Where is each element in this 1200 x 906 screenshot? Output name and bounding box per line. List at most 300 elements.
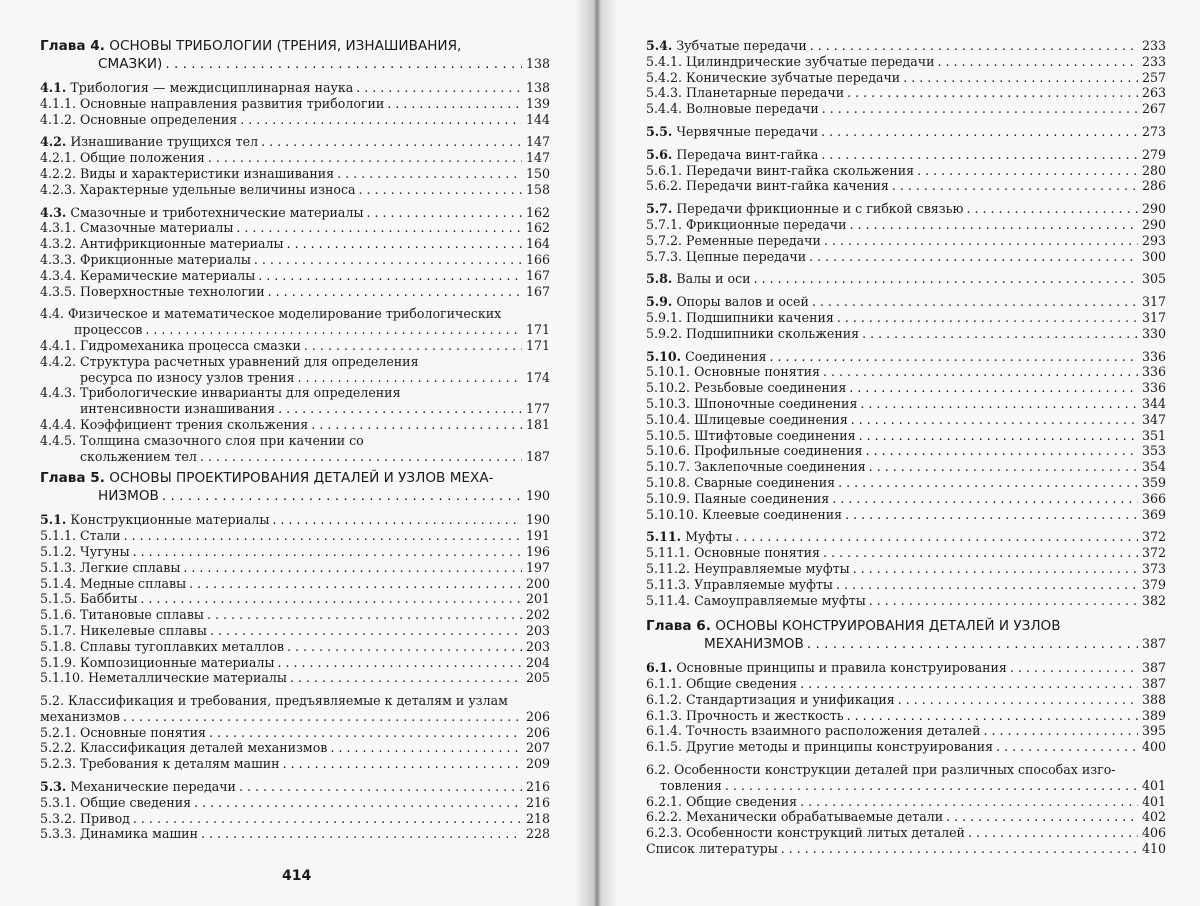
entry-label xyxy=(646,593,866,609)
section-number: 5.9. xyxy=(646,294,673,310)
toc-entry xyxy=(40,779,550,795)
page-ref: 147 xyxy=(525,134,550,150)
entry-text: Зубчатые передачи xyxy=(676,38,807,53)
entry-text: 5.6.2. Передачи винт-гайка качения xyxy=(646,178,889,194)
page-ref: 400 xyxy=(1141,739,1166,755)
page-ref: 387 xyxy=(1141,636,1166,652)
entry-text: 4.2.1. Общие положения xyxy=(40,150,205,166)
leader-dots xyxy=(856,428,1138,444)
entry-label xyxy=(646,396,857,412)
leader-dots xyxy=(287,670,522,686)
page-ref: 209 xyxy=(525,756,550,772)
leader-dots xyxy=(848,412,1138,428)
page-ref: 202 xyxy=(525,607,550,623)
leader-dots xyxy=(384,96,522,112)
entry-label xyxy=(40,591,137,607)
toc-list xyxy=(646,660,1166,755)
entry-text: Трибология — междисциплинарная наука xyxy=(70,80,354,95)
entry-text: Червячные передачи xyxy=(676,123,819,139)
leader-dots xyxy=(778,841,1138,857)
page-ref: 336 xyxy=(1141,348,1166,364)
page-ref: 187 xyxy=(525,448,550,464)
leader-dots xyxy=(846,380,1138,396)
toc-entry xyxy=(40,740,550,756)
entry-text: Изнашивание трущихся тел xyxy=(70,134,259,150)
leader-dots xyxy=(353,80,522,96)
page-ref: 144 xyxy=(525,111,550,127)
entry-label xyxy=(40,623,207,639)
leader-dots xyxy=(809,294,1138,310)
toc-entry xyxy=(646,380,1166,396)
entry-label xyxy=(646,101,819,117)
entry-text: 5.4.3. Планетарные передачи xyxy=(646,85,845,101)
toc-entry xyxy=(646,396,1166,412)
entry-label xyxy=(646,233,821,249)
entry-label xyxy=(646,249,806,265)
entry-line-cont: механизмов xyxy=(40,708,120,724)
entry-label xyxy=(40,811,130,827)
entry-text: 4.3.4. Керамические материалы xyxy=(40,267,256,283)
leader-dots xyxy=(821,233,1138,249)
page-ref: 147 xyxy=(525,150,550,166)
toc-entry xyxy=(40,623,550,639)
entry-text: 5.6.1. Передачи винт-гайка скольжения xyxy=(646,162,915,178)
page-ref: 286 xyxy=(1141,178,1166,194)
entry-label xyxy=(40,80,353,96)
chapter-label: Глава 4. xyxy=(40,38,105,54)
entry-text: Основные принципы и правила конструирования xyxy=(676,660,1007,676)
entry-label xyxy=(40,134,258,150)
right-page xyxy=(598,0,1200,906)
chapter-label: Глава 5. xyxy=(40,470,105,487)
page-ref: 379 xyxy=(1141,576,1166,592)
toc-entry xyxy=(646,561,1166,577)
entry-text: Валы и оси xyxy=(676,271,751,287)
page-ref: 267 xyxy=(1141,101,1166,117)
entry-label xyxy=(646,38,807,54)
chapter-6-heading xyxy=(646,618,1166,653)
page-ref: 401 xyxy=(1141,793,1166,809)
toc-entry xyxy=(646,54,1166,70)
entry-label xyxy=(646,660,1007,676)
page-ref: 330 xyxy=(1141,325,1166,341)
page-ref: 164 xyxy=(525,236,550,252)
toc-entry xyxy=(646,326,1166,342)
entry-text: 5.2.2. Классификация деталей механизмов xyxy=(40,740,328,756)
toc-entry xyxy=(646,545,1166,561)
section-number: 5.3. xyxy=(40,779,67,795)
page-ref: 290 xyxy=(1141,216,1166,232)
toc-entry xyxy=(646,593,1166,609)
leader-dots xyxy=(889,178,1138,194)
page-ref: 218 xyxy=(525,810,550,826)
toc-entry xyxy=(40,96,550,112)
page-ref: 197 xyxy=(525,559,550,575)
leader-dots xyxy=(981,723,1138,739)
entry-text: 5.4.2. Конические зубчатые передачи xyxy=(646,69,901,85)
entry-text: 5.1.2. Чугуны xyxy=(40,543,130,559)
entry-label xyxy=(40,528,121,544)
page-ref: 190 xyxy=(525,512,550,528)
entry-label xyxy=(646,676,797,692)
toc-entry xyxy=(646,38,1166,54)
leader-dots xyxy=(233,220,522,236)
entry-line-cont: скольжением тел xyxy=(80,448,197,464)
entry-text: 5.10.8. Сварные соединения xyxy=(646,474,836,490)
page-ref: 279 xyxy=(1141,146,1166,162)
leader-dots xyxy=(866,459,1138,475)
page-ref: 388 xyxy=(1141,691,1166,707)
page-ref: 216 xyxy=(525,779,550,795)
toc-entry xyxy=(646,529,1166,545)
entry-label xyxy=(40,205,363,221)
page-ref: 344 xyxy=(1141,395,1166,411)
entry-text: 6.1.2. Стандартизация и унификация xyxy=(646,691,895,707)
toc-entry xyxy=(646,660,1166,676)
toc-entry xyxy=(646,825,1166,841)
leader-dots xyxy=(833,577,1138,593)
toc-entry xyxy=(646,507,1166,523)
entry-text: 5.2.1. Основные понятия xyxy=(40,724,206,740)
page-ref: 162 xyxy=(525,220,550,236)
leader-dots xyxy=(934,54,1138,70)
entry-label xyxy=(40,252,251,268)
toc-entry xyxy=(646,85,1166,101)
section-number: 4.2. xyxy=(40,134,67,150)
entry-line-cont: товления xyxy=(660,777,722,793)
toc-entry xyxy=(40,252,550,268)
page-ref: 158 xyxy=(525,181,550,197)
toc-entry-4-4-3 xyxy=(40,385,550,417)
toc-entry xyxy=(40,205,550,221)
leader-dots xyxy=(751,271,1138,287)
leader-dots xyxy=(191,795,522,811)
page-ref: 300 xyxy=(1141,248,1166,264)
leader-dots xyxy=(797,676,1138,692)
entry-text: 4.3.3. Фрикционные материалы xyxy=(40,251,251,267)
toc-entry xyxy=(40,182,550,198)
toc-entry xyxy=(40,284,550,300)
entry-text: 5.4.4. Волновые передачи xyxy=(646,101,819,117)
page-ref: 351 xyxy=(1141,427,1166,443)
leader-dots xyxy=(818,124,1138,140)
page-ref: 196 xyxy=(525,543,550,559)
entry-label xyxy=(40,655,274,671)
entry-label xyxy=(646,545,820,561)
page-ref: 317 xyxy=(1141,294,1166,310)
toc-entry xyxy=(40,112,550,128)
page-ref: 402 xyxy=(1141,809,1166,825)
entry-label xyxy=(646,428,856,444)
entry-label xyxy=(646,794,797,810)
toc-entry xyxy=(40,528,550,544)
entry-label xyxy=(646,412,848,428)
book-gutter-shadow xyxy=(574,0,618,906)
toc-entry xyxy=(40,268,550,284)
toc-entry xyxy=(646,249,1166,265)
entry-text: 5.10.5. Штифтовые соединения xyxy=(646,427,856,443)
chapter-label: Глава 6. xyxy=(646,618,711,635)
toc-entry xyxy=(40,166,550,182)
page-ref: 401 xyxy=(1141,777,1166,793)
leader-dots xyxy=(895,692,1138,708)
entry-text: Передача винт-гайка xyxy=(676,146,819,162)
leader-dots xyxy=(863,443,1139,459)
toc-entry xyxy=(40,639,550,655)
entry-label xyxy=(646,443,863,459)
leader-dots xyxy=(819,101,1138,117)
entry-label xyxy=(40,725,206,741)
entry-label xyxy=(646,294,809,310)
leader-dots xyxy=(274,655,522,671)
page-number: 414 xyxy=(282,868,312,884)
toc-entry xyxy=(40,80,550,96)
entry-label xyxy=(646,841,778,857)
leader-dots xyxy=(818,147,1138,163)
page-ref: 369 xyxy=(1141,506,1166,522)
leader-dots xyxy=(269,512,522,528)
toc-entry xyxy=(646,349,1166,365)
entry-text: 6.1.1. Общие сведения xyxy=(646,676,798,692)
toc-entry xyxy=(646,723,1166,739)
entry-text: 6.1.4. Точность взаимного расположения деталей xyxy=(646,723,981,739)
toc-entry xyxy=(40,795,550,811)
entry-text: 4.2.2. Виды и характеристики изнашивания xyxy=(40,165,335,181)
toc-entry xyxy=(646,794,1166,810)
toc-entry xyxy=(646,739,1166,755)
page-ref: 200 xyxy=(525,575,550,591)
entry-text: 5.7.1. Фрикционные передачи xyxy=(646,216,847,232)
toc-entry xyxy=(646,577,1166,593)
leader-dots xyxy=(797,794,1138,810)
toc-entry xyxy=(40,220,550,236)
entry-line: 5.2. Классификация и требования, предъявляемые к деталям и узлам xyxy=(40,693,508,709)
entry-line: 4.4.2. Структура расчетных уравнений для определения xyxy=(40,353,419,369)
entry-label xyxy=(40,740,327,756)
page-ref: 203 xyxy=(525,638,550,654)
chapter-4-heading xyxy=(40,38,550,73)
entry-label xyxy=(40,826,198,842)
leader-dots xyxy=(255,268,522,284)
entry-label xyxy=(646,163,914,179)
leader-dots xyxy=(180,560,522,576)
toc-entry xyxy=(40,338,550,354)
leader-dots xyxy=(265,284,522,300)
page-ref: 233 xyxy=(1141,38,1166,53)
entry-text: Конструкционные материалы xyxy=(70,512,270,528)
leader-dots xyxy=(363,205,522,221)
entry-text: 5.11.4. Самоуправляемые муфты xyxy=(646,592,866,608)
entry-text: 5.4.1. Цилиндрические зубчатые передачи xyxy=(646,53,935,69)
toc-entry xyxy=(40,560,550,576)
chapter-title: ОСНОВЫ КОНСТРУИРОВАНИЯ ДЕТАЛЕЙ И УЗЛОВ xyxy=(715,618,1061,635)
entry-label xyxy=(646,85,844,101)
page-ref: 336 xyxy=(1141,380,1166,396)
toc-entry xyxy=(646,708,1166,724)
toc-entry xyxy=(646,101,1166,117)
entry-label xyxy=(646,147,818,163)
toc-entry xyxy=(40,811,550,827)
leader-dots xyxy=(820,364,1138,380)
entry-text: 5.11.3. Управляемые муфты xyxy=(646,576,833,592)
toc-entry xyxy=(646,310,1166,326)
entry-label xyxy=(646,739,993,755)
page-ref: 206 xyxy=(525,724,550,740)
entry-text: Соединения xyxy=(685,348,767,364)
entry-label xyxy=(646,825,965,841)
leader-dots xyxy=(914,163,1138,179)
entry-label xyxy=(646,380,846,396)
entry-label xyxy=(646,70,900,86)
toc-entry-4-4-5 xyxy=(40,433,550,465)
page-ref: 138 xyxy=(525,56,550,71)
page-ref: 206 xyxy=(525,708,550,724)
toc-entry xyxy=(40,576,550,592)
entry-text: 5.1.7. Никелевые сплавы xyxy=(40,622,207,638)
page-ref: 373 xyxy=(1141,560,1166,576)
toc-entry xyxy=(646,443,1166,459)
toc-entry xyxy=(646,233,1166,249)
toc-entry xyxy=(646,178,1166,194)
page-ref: 174 xyxy=(525,369,550,385)
entry-text: 4.4.4. Коэффициент трения скольжения xyxy=(40,416,309,432)
entry-label xyxy=(646,178,889,194)
entry-text: Муфты xyxy=(685,529,733,545)
entry-text: 5.11.1. Основные понятия xyxy=(646,545,821,561)
page-ref: 317 xyxy=(1141,309,1166,325)
page-ref: 203 xyxy=(525,622,550,638)
toc-entry xyxy=(40,417,550,433)
page-ref: 389 xyxy=(1141,707,1166,723)
leader-dots xyxy=(965,825,1138,841)
toc-entry xyxy=(646,217,1166,233)
page-ref: 207 xyxy=(525,740,550,756)
entry-text: 5.10.6. Профильные соединения xyxy=(646,443,863,459)
entry-text: 5.10.2. Резьбовые соединения xyxy=(646,380,847,396)
leader-dots xyxy=(334,166,522,182)
entry-line: 6.2. Особенности конструкции деталей при различных способах изго- xyxy=(646,762,1116,778)
leader-dots xyxy=(806,249,1138,265)
entry-text: 5.3.1. Общие сведения xyxy=(40,794,192,810)
entry-text: 5.9.2. Подшипники скольжения xyxy=(646,325,860,341)
entry-label xyxy=(646,708,844,724)
entry-label xyxy=(40,166,334,182)
entry-text: 6.2.1. Общие сведения xyxy=(646,793,798,809)
entry-text: 5.1.10. Неметаллические материалы xyxy=(40,670,287,686)
entry-label xyxy=(40,544,130,560)
toc-list xyxy=(646,794,1166,857)
leader-dots xyxy=(284,639,522,655)
entry-text: 5.1.8. Сплавы тугоплавких металлов xyxy=(40,638,285,654)
page-ref: 257 xyxy=(1141,69,1166,85)
leader-dots xyxy=(844,708,1138,724)
entry-text: 4.4.1. Гидромеханика процесса смазки xyxy=(40,337,301,353)
leader-dots xyxy=(834,310,1138,326)
entry-text: 5.2.3. Требования к деталям машин xyxy=(40,756,280,772)
toc-entry xyxy=(40,150,550,166)
entry-label xyxy=(40,779,236,795)
leader-dots xyxy=(807,38,1138,54)
toc-entry xyxy=(646,428,1166,444)
toc-list xyxy=(40,725,550,843)
leader-dots xyxy=(251,252,522,268)
toc-entry xyxy=(646,163,1166,179)
chapter-5-heading xyxy=(40,470,550,505)
toc-entry-5-2 xyxy=(40,693,550,725)
leader-dots xyxy=(993,739,1138,755)
entry-label xyxy=(646,577,833,593)
page-ref: 353 xyxy=(1141,443,1166,459)
entry-label xyxy=(40,639,284,655)
page-ref: 204 xyxy=(525,654,550,670)
section-number: 5.4. xyxy=(646,38,673,53)
toc-entry xyxy=(646,676,1166,692)
entry-text: 5.1.6. Титановые сплавы xyxy=(40,607,204,623)
page-ref: 233 xyxy=(1141,53,1166,69)
toc-entry xyxy=(40,512,550,528)
entry-label xyxy=(40,96,384,112)
leader-dots xyxy=(137,591,522,607)
toc-entry xyxy=(646,271,1166,287)
leader-dots xyxy=(847,217,1138,233)
page-ref: 166 xyxy=(525,251,550,267)
leader-dots xyxy=(280,756,522,772)
page-ref: 138 xyxy=(525,80,550,95)
entry-text: 5.1.9. Композиционные материалы xyxy=(40,654,275,670)
entry-text: 5.11.2. Неуправляемые муфты xyxy=(646,560,850,576)
page-ref: 410 xyxy=(1141,841,1166,857)
entry-label xyxy=(646,491,829,507)
entry-text: 5.10.10. Клеевые соединения xyxy=(646,506,843,522)
leader-dots xyxy=(766,349,1138,365)
section-number: 4.3. xyxy=(40,204,67,220)
entry-text: 4.3.1. Смазочные материалы xyxy=(40,220,234,236)
entry-text: 6.1.3. Прочность и жесткость xyxy=(646,707,844,723)
leader-dots xyxy=(842,507,1138,523)
left-page xyxy=(0,0,598,906)
entry-text: 5.1.5. Баббиты xyxy=(40,591,138,607)
entry-text: 5.7.2. Ременные передачи xyxy=(646,232,821,248)
entry-text: 5.3.2. Привод xyxy=(40,810,130,826)
entry-text: 5.10.3. Шпоночные соединения xyxy=(646,395,858,411)
entry-text: 5.1.3. Легкие сплавы xyxy=(40,559,181,575)
entry-label xyxy=(40,182,356,198)
chapter-title: ОСНОВЫ ТРИБОЛОГИИ (ТРЕНИЯ, ИЗНАШИВАНИЯ, xyxy=(109,38,462,54)
entry-text: Смазочные и триботехнические материалы xyxy=(70,204,364,220)
page-ref: 162 xyxy=(525,204,550,220)
entry-label xyxy=(646,459,866,475)
toc-entry xyxy=(40,826,550,842)
toc-list xyxy=(40,80,550,299)
entry-text: 4.3.5. Поверхностные технологии xyxy=(40,283,265,299)
section-number: 6.1. xyxy=(646,660,673,676)
leader-dots xyxy=(236,779,522,795)
toc-entry xyxy=(646,294,1166,310)
toc-entry xyxy=(646,412,1166,428)
toc-entry xyxy=(646,491,1166,507)
toc-entry xyxy=(40,134,550,150)
leader-dots xyxy=(900,70,1138,86)
entry-label xyxy=(40,756,280,772)
entry-label xyxy=(40,795,191,811)
entry-text: 5.3.3. Динамика машин xyxy=(40,826,198,842)
leader-dots xyxy=(850,561,1138,577)
page-ref: 354 xyxy=(1141,459,1166,475)
page-ref: 139 xyxy=(525,95,550,111)
page-ref: 359 xyxy=(1141,474,1166,490)
page-ref: 366 xyxy=(1141,490,1166,506)
toc-entry xyxy=(40,725,550,741)
